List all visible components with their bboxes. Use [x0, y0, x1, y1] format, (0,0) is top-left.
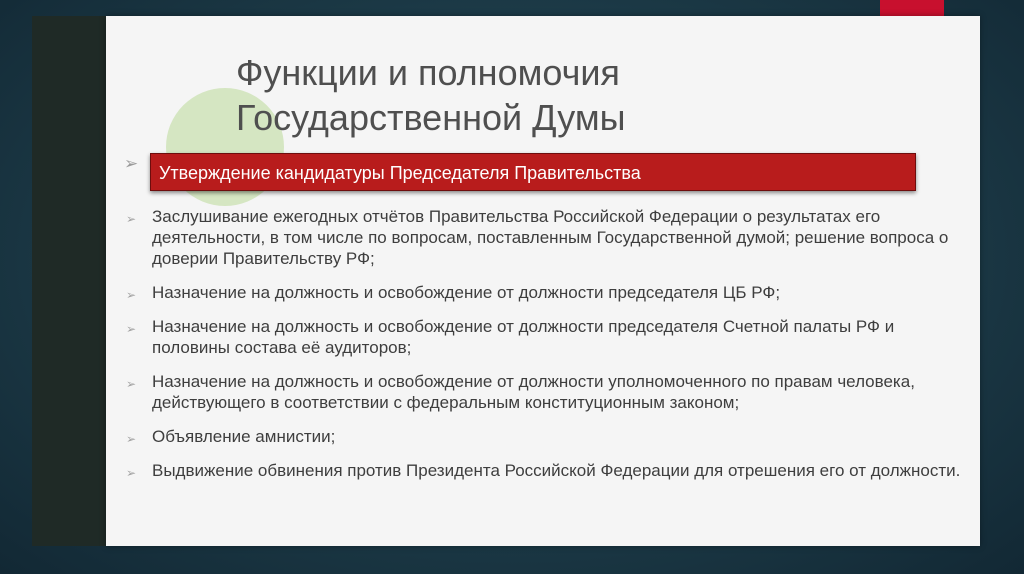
- list-item-text: Назначение на должность и освобождение от должности председателя ЦБ РФ;: [152, 283, 781, 302]
- arrow-bullet-icon: ➢: [126, 432, 137, 446]
- list-item-text: Назначение на должность и освобождение от должности председателя Счетной палаты РФ и половины состава её аудиторов;: [152, 317, 895, 357]
- list-item: [122, 316, 972, 358]
- list-item-text: Заслушивание ежегодных отчётов Правительства Российской Федерации о результатах его деятельности, в том числе по вопросам, поставленным Государственной думой; решение вопроса о доверии Правительству РФ;: [152, 207, 949, 268]
- list-item: [122, 371, 972, 413]
- title-line-2: Государственной Думы: [236, 97, 626, 138]
- side-strip: [32, 16, 106, 546]
- list-item-text: Выдвижение обвинения против Президента Российской Федерации для отрешения его от должности.: [152, 461, 961, 480]
- list-item: [122, 426, 972, 447]
- top-accent-bar: [880, 0, 944, 16]
- list-item: [122, 460, 972, 481]
- list-item: [122, 206, 972, 269]
- slide: [106, 16, 980, 546]
- arrow-bullet-icon: ➢: [126, 212, 137, 226]
- arrow-bullet-icon: ➢: [126, 466, 137, 480]
- bullet-list: [122, 206, 972, 494]
- arrow-bullet-icon: ➢: [126, 288, 137, 302]
- highlight-banner: Утверждение кандидатуры Председателя Правительства: [150, 153, 916, 191]
- list-item-text: Объявление амнистии;: [152, 427, 336, 446]
- list-item: [122, 282, 972, 303]
- list-item-text: Назначение на должность и освобождение от должности уполномоченного по правам человека, действующего в соответствии с федеральным конституционным законом;: [152, 372, 915, 412]
- hidden-bullet-icon: ➢: [124, 154, 139, 173]
- arrow-bullet-icon: ➢: [126, 322, 137, 336]
- title-line-1: Функции и полномочия: [236, 52, 620, 93]
- arrow-bullet-icon: ➢: [126, 377, 137, 391]
- slide-title: [236, 50, 836, 140]
